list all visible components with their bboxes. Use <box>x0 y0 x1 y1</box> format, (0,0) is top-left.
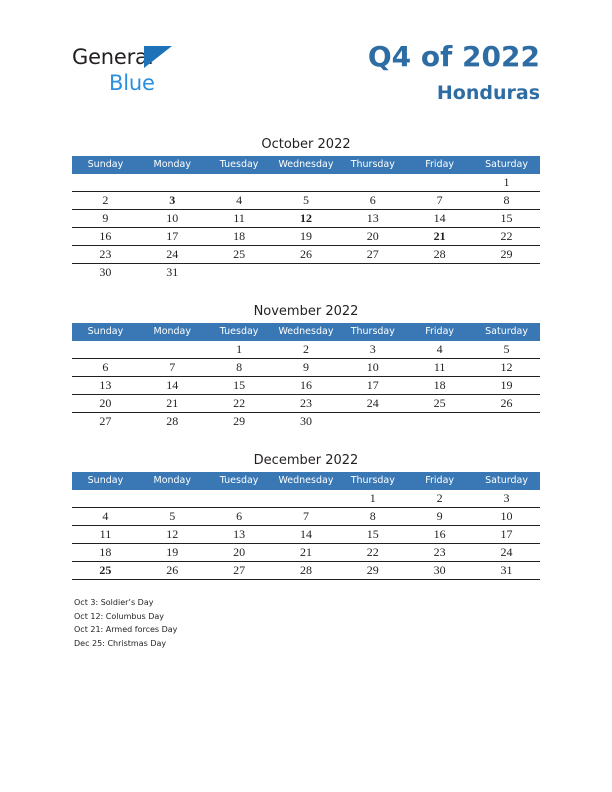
month-block <box>72 134 540 281</box>
day-cell[interactable]: 13 <box>339 210 406 228</box>
day-cell[interactable]: 23 <box>273 395 340 413</box>
day-cell[interactable]: 25 <box>206 246 273 264</box>
day-cell[interactable]: 17 <box>339 377 406 395</box>
day-cell[interactable]: 16 <box>406 526 473 544</box>
day-cell[interactable]: 10 <box>139 210 206 228</box>
day-cell-holiday[interactable]: 12 <box>273 210 340 228</box>
day-cell[interactable]: 15 <box>339 526 406 544</box>
day-cell[interactable]: 21 <box>139 395 206 413</box>
month-title: November 2022 <box>253 304 359 319</box>
day-cell-empty <box>206 264 273 282</box>
weekday-header-tuesday: Tuesday <box>206 323 273 341</box>
day-cell[interactable]: 7 <box>139 359 206 377</box>
day-cell[interactable]: 23 <box>406 544 473 562</box>
day-cell-empty <box>139 174 206 192</box>
day-cell[interactable]: 21 <box>273 544 340 562</box>
week-row <box>72 490 540 508</box>
day-cell[interactable]: 6 <box>206 508 273 526</box>
month-block <box>72 301 540 430</box>
day-cell[interactable]: 30 <box>299 414 312 428</box>
legend-item: Oct 21: Armed forces Day <box>74 625 178 634</box>
day-cell[interactable]: 19 <box>473 377 540 395</box>
day-cell-empty <box>273 174 340 192</box>
day-cell[interactable]: 27 <box>206 562 273 580</box>
legend-item: Oct 3: Soldier’s Day <box>74 598 154 607</box>
day-cell-empty <box>206 174 273 192</box>
weekday-header-wednesday: Wednesday <box>273 156 340 174</box>
day-cell[interactable]: 11 <box>72 526 139 544</box>
day-cell[interactable]: 27 <box>99 414 112 428</box>
day-cell-empty <box>273 490 340 508</box>
weekday-header-row <box>72 323 540 341</box>
day-cell[interactable]: 8 <box>339 508 406 526</box>
week-row <box>72 413 540 431</box>
day-cell[interactable]: 15 <box>473 210 540 228</box>
day-cell[interactable]: 9 <box>406 508 473 526</box>
day-cell[interactable]: 26 <box>139 562 206 580</box>
day-cell-holiday[interactable]: 21 <box>406 228 473 246</box>
weekday-header-thursday: Thursday <box>339 472 406 490</box>
day-cell[interactable]: 2 <box>72 192 139 210</box>
day-cell[interactable]: 6 <box>339 192 406 210</box>
day-cell[interactable]: 17 <box>139 228 206 246</box>
day-cell[interactable]: 11 <box>206 210 273 228</box>
day-cell[interactable]: 24 <box>339 395 406 413</box>
day-cell[interactable]: 25 <box>406 395 473 413</box>
week-row <box>72 359 540 377</box>
day-cell[interactable]: 29 <box>473 246 540 264</box>
day-cell[interactable]: 24 <box>473 544 540 562</box>
day-cell[interactable]: 8 <box>473 192 540 210</box>
day-cell[interactable]: 18 <box>72 544 139 562</box>
day-cell-empty <box>406 413 473 431</box>
week-row <box>72 526 540 544</box>
day-cell[interactable]: 20 <box>206 544 273 562</box>
day-cell[interactable]: 19 <box>273 228 340 246</box>
week-row <box>72 228 540 246</box>
day-cell[interactable]: 1 <box>339 490 406 508</box>
month-block <box>72 450 540 580</box>
week-row <box>72 341 540 359</box>
day-cell[interactable]: 22 <box>206 395 273 413</box>
day-cell[interactable]: 5 <box>473 341 540 359</box>
logo-top-row <box>72 44 242 70</box>
day-cell[interactable]: 1 <box>473 174 540 192</box>
day-cell[interactable]: 26 <box>273 246 340 264</box>
week-row <box>72 246 540 264</box>
day-cell-empty <box>273 264 340 282</box>
day-cell[interactable]: 24 <box>139 246 206 264</box>
day-cell-empty <box>406 174 473 192</box>
day-cell[interactable]: 15 <box>206 377 273 395</box>
day-cell[interactable]: 22 <box>473 228 540 246</box>
day-cell[interactable]: 19 <box>139 544 206 562</box>
weekday-header-tuesday: Tuesday <box>206 472 273 490</box>
holiday-legend <box>74 596 474 650</box>
weekday-header-wednesday: Wednesday <box>273 472 340 490</box>
day-cell[interactable]: 28 <box>406 246 473 264</box>
week-row <box>72 377 540 395</box>
weekday-header-tuesday: Tuesday <box>206 156 273 174</box>
week-row <box>72 544 540 562</box>
logo-word-general: General <box>72 45 154 69</box>
day-cell[interactable]: 17 <box>473 526 540 544</box>
legend-item: Dec 25: Christmas Day <box>74 638 167 648</box>
weekday-header-friday: Friday <box>406 323 473 341</box>
day-cell-empty <box>339 413 406 431</box>
day-cell[interactable]: 14 <box>406 210 473 228</box>
day-cell[interactable]: 20 <box>339 228 406 246</box>
day-cell[interactable]: 28 <box>166 414 179 428</box>
day-cell[interactable]: 3 <box>339 341 406 359</box>
logo-bottom-row <box>72 70 242 96</box>
weekday-header-friday: Friday <box>406 156 473 174</box>
day-cell[interactable]: 10 <box>339 359 406 377</box>
title-block <box>368 40 540 106</box>
weekday-header-thursday: Thursday <box>339 156 406 174</box>
day-cell[interactable]: 9 <box>273 359 340 377</box>
day-cell[interactable]: 18 <box>406 377 473 395</box>
calendar-table <box>72 472 540 580</box>
day-cell[interactable]: 11 <box>406 359 473 377</box>
day-cell[interactable]: 9 <box>72 210 139 228</box>
calendar-table <box>72 156 540 281</box>
day-cell[interactable]: 2 <box>273 341 340 359</box>
day-cell[interactable]: 1 <box>206 341 273 359</box>
logo-triangle-icon <box>144 46 172 68</box>
day-cell[interactable]: 20 <box>72 395 139 413</box>
day-cell[interactable]: 27 <box>339 246 406 264</box>
day-cell-empty <box>473 413 540 431</box>
day-cell-empty <box>339 264 406 282</box>
week-row <box>72 562 540 580</box>
day-cell[interactable]: 13 <box>72 377 139 395</box>
weekday-header-monday: Monday <box>139 323 206 341</box>
months-container <box>72 134 540 600</box>
day-cell[interactable]: 8 <box>206 359 273 377</box>
week-row <box>72 192 540 210</box>
day-cell-holiday[interactable]: 3 <box>139 192 206 210</box>
day-cell[interactable]: 14 <box>139 377 206 395</box>
day-cell-holiday[interactable]: 25 <box>72 562 139 580</box>
weekday-header-wednesday: Wednesday <box>273 323 340 341</box>
day-cell-empty <box>406 264 473 282</box>
day-cell[interactable]: 29 <box>233 414 246 428</box>
day-cell-empty <box>206 490 273 508</box>
week-row <box>72 174 540 192</box>
day-cell[interactable]: 31 <box>166 265 179 279</box>
weekday-header-row <box>72 156 540 174</box>
week-row <box>72 508 540 526</box>
month-title: December 2022 <box>253 453 359 468</box>
country-title: Honduras <box>436 82 540 104</box>
day-cell[interactable]: 5 <box>139 508 206 526</box>
day-cell[interactable]: 10 <box>473 508 540 526</box>
weekday-header-saturday: Saturday <box>473 323 540 341</box>
weekday-header-row <box>72 472 540 490</box>
day-cell-empty <box>139 490 206 508</box>
weekday-header-monday: Monday <box>139 156 206 174</box>
day-cell[interactable]: 4 <box>406 341 473 359</box>
day-cell[interactable]: 22 <box>339 544 406 562</box>
week-row <box>72 210 540 228</box>
logo-word-blue: Blue <box>109 71 155 95</box>
weekday-header-saturday: Saturday <box>473 472 540 490</box>
day-cell[interactable]: 7 <box>406 192 473 210</box>
general-blue-logo <box>72 44 242 96</box>
day-cell[interactable]: 14 <box>273 526 340 544</box>
month-title: October 2022 <box>261 137 351 152</box>
day-cell[interactable]: 7 <box>273 508 340 526</box>
day-cell[interactable]: 4 <box>206 192 273 210</box>
week-row <box>72 395 540 413</box>
day-cell[interactable]: 31 <box>473 562 540 580</box>
day-cell-empty <box>72 341 139 359</box>
day-cell-empty <box>72 490 139 508</box>
day-cell[interactable]: 13 <box>206 526 273 544</box>
day-cell[interactable]: 5 <box>273 192 340 210</box>
weekday-header-sunday: Sunday <box>72 323 139 341</box>
day-cell[interactable]: 29 <box>339 562 406 580</box>
day-cell[interactable]: 30 <box>99 265 112 279</box>
day-cell[interactable]: 30 <box>406 562 473 580</box>
weekday-header-thursday: Thursday <box>339 323 406 341</box>
day-cell[interactable]: 12 <box>139 526 206 544</box>
day-cell[interactable]: 28 <box>273 562 340 580</box>
day-cell[interactable]: 3 <box>473 490 540 508</box>
day-cell[interactable]: 18 <box>206 228 273 246</box>
day-cell[interactable]: 4 <box>72 508 139 526</box>
page-header <box>0 0 612 130</box>
week-row <box>72 264 540 282</box>
weekday-header-saturday: Saturday <box>473 156 540 174</box>
day-cell-empty <box>339 174 406 192</box>
legend-item: Oct 12: Columbus Day <box>74 611 165 621</box>
day-cell[interactable]: 26 <box>473 395 540 413</box>
quarter-title: Q4 of 2022 <box>367 40 540 73</box>
day-cell-empty <box>473 264 540 282</box>
weekday-header-sunday: Sunday <box>72 156 139 174</box>
weekday-header-friday: Friday <box>406 472 473 490</box>
calendar-table <box>72 323 540 430</box>
day-cell[interactable]: 12 <box>473 359 540 377</box>
day-cell[interactable]: 6 <box>72 359 139 377</box>
day-cell[interactable]: 2 <box>406 490 473 508</box>
day-cell[interactable]: 23 <box>72 246 139 264</box>
weekday-header-monday: Monday <box>139 472 206 490</box>
day-cell[interactable]: 16 <box>273 377 340 395</box>
weekday-header-sunday: Sunday <box>72 472 139 490</box>
day-cell-empty <box>72 174 139 192</box>
day-cell[interactable]: 16 <box>72 228 139 246</box>
day-cell-empty <box>139 341 206 359</box>
